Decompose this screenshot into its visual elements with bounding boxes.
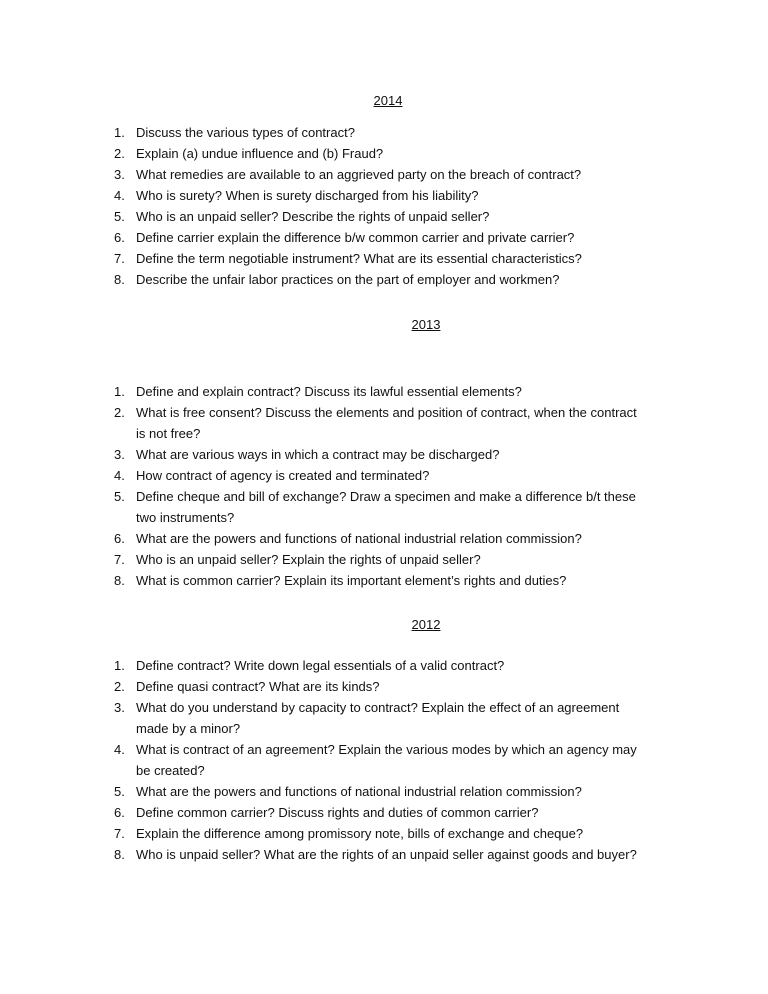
year-heading-2013: 2013 (411, 317, 441, 332)
question-text: Who is surety? When is surety discharged from his liability? (136, 188, 479, 203)
question-text: Define carrier explain the difference b/w common carrier and private carrier? (136, 230, 575, 245)
question-number: 2. (114, 679, 125, 694)
question-text: How contract of agency is created and terminated? (136, 468, 430, 483)
question-text: Define common carrier? Discuss rights and duties of common carrier? (136, 805, 539, 820)
question-text: Who is an unpaid seller? Describe the rights of unpaid seller? (136, 209, 490, 224)
year-heading-2012: 2012 (411, 617, 441, 632)
question-number: 6. (114, 531, 125, 546)
question-number: 3. (114, 447, 125, 462)
question-text: What is free consent? Discuss the elements and position of contract, when the contract (136, 405, 637, 420)
question-number: 8. (114, 272, 125, 287)
question-number: 8. (114, 847, 125, 862)
question-number: 1. (114, 384, 125, 399)
question-number: 7. (114, 251, 125, 266)
question-number: 6. (114, 805, 125, 820)
question-number: 4. (114, 742, 125, 757)
question-text: What is contract of an agreement? Explain the various modes by which an agency may (136, 742, 637, 757)
question-number: 3. (114, 167, 125, 182)
question-text: Define contract? Write down legal essentials of a valid contract? (136, 658, 505, 673)
question-text-continued: two instruments? (136, 510, 235, 525)
question-number: 5. (114, 784, 125, 799)
question-number: 3. (114, 700, 125, 715)
question-text: What are the powers and functions of national industrial relation commission? (136, 531, 582, 546)
question-text-continued: be created? (136, 763, 205, 778)
question-number: 1. (114, 125, 125, 140)
question-text: Explain (a) undue influence and (b) Fraud? (136, 146, 384, 161)
year-heading-2014: 2014 (373, 93, 403, 108)
question-number: 2. (114, 146, 125, 161)
question-number: 2. (114, 405, 125, 420)
question-number: 7. (114, 826, 125, 841)
question-text: What are the powers and functions of national industrial relation commission? (136, 784, 582, 799)
question-number: 5. (114, 489, 125, 504)
question-text: Define the term negotiable instrument? What are its essential characteristics? (136, 251, 582, 266)
question-text: Discuss the various types of contract? (136, 125, 355, 140)
question-number: 6. (114, 230, 125, 245)
question-text: What do you understand by capacity to contract? Explain the effect of an agreement (136, 700, 620, 715)
question-text: What is common carrier? Explain its important element’s rights and duties? (136, 573, 567, 588)
question-number: 4. (114, 188, 125, 203)
question-text: Define and explain contract? Discuss its lawful essential elements? (136, 384, 522, 399)
question-text: Explain the difference among promissory note, bills of exchange and cheque? (136, 826, 584, 841)
question-text: Who is an unpaid seller? Explain the rights of unpaid seller? (136, 552, 481, 567)
question-number: 8. (114, 573, 125, 588)
question-text: What remedies are available to an aggrieved party on the breach of contract? (136, 167, 582, 182)
question-text: Define cheque and bill of exchange? Draw a specimen and make a difference b/t these (136, 489, 636, 504)
question-text: Describe the unfair labor practices on the part of employer and workmen? (136, 272, 560, 287)
question-number: 7. (114, 552, 125, 567)
question-text-continued: made by a minor? (136, 721, 241, 736)
question-text: What are various ways in which a contract may be discharged? (136, 447, 500, 462)
question-number: 4. (114, 468, 125, 483)
question-text-continued: is not free? (136, 426, 201, 441)
question-number: 5. (114, 209, 125, 224)
question-number: 1. (114, 658, 125, 673)
question-text: Who is unpaid seller? What are the rights of an unpaid seller against goods and buyer? (136, 847, 637, 862)
question-text: Define quasi contract? What are its kinds? (136, 679, 380, 694)
